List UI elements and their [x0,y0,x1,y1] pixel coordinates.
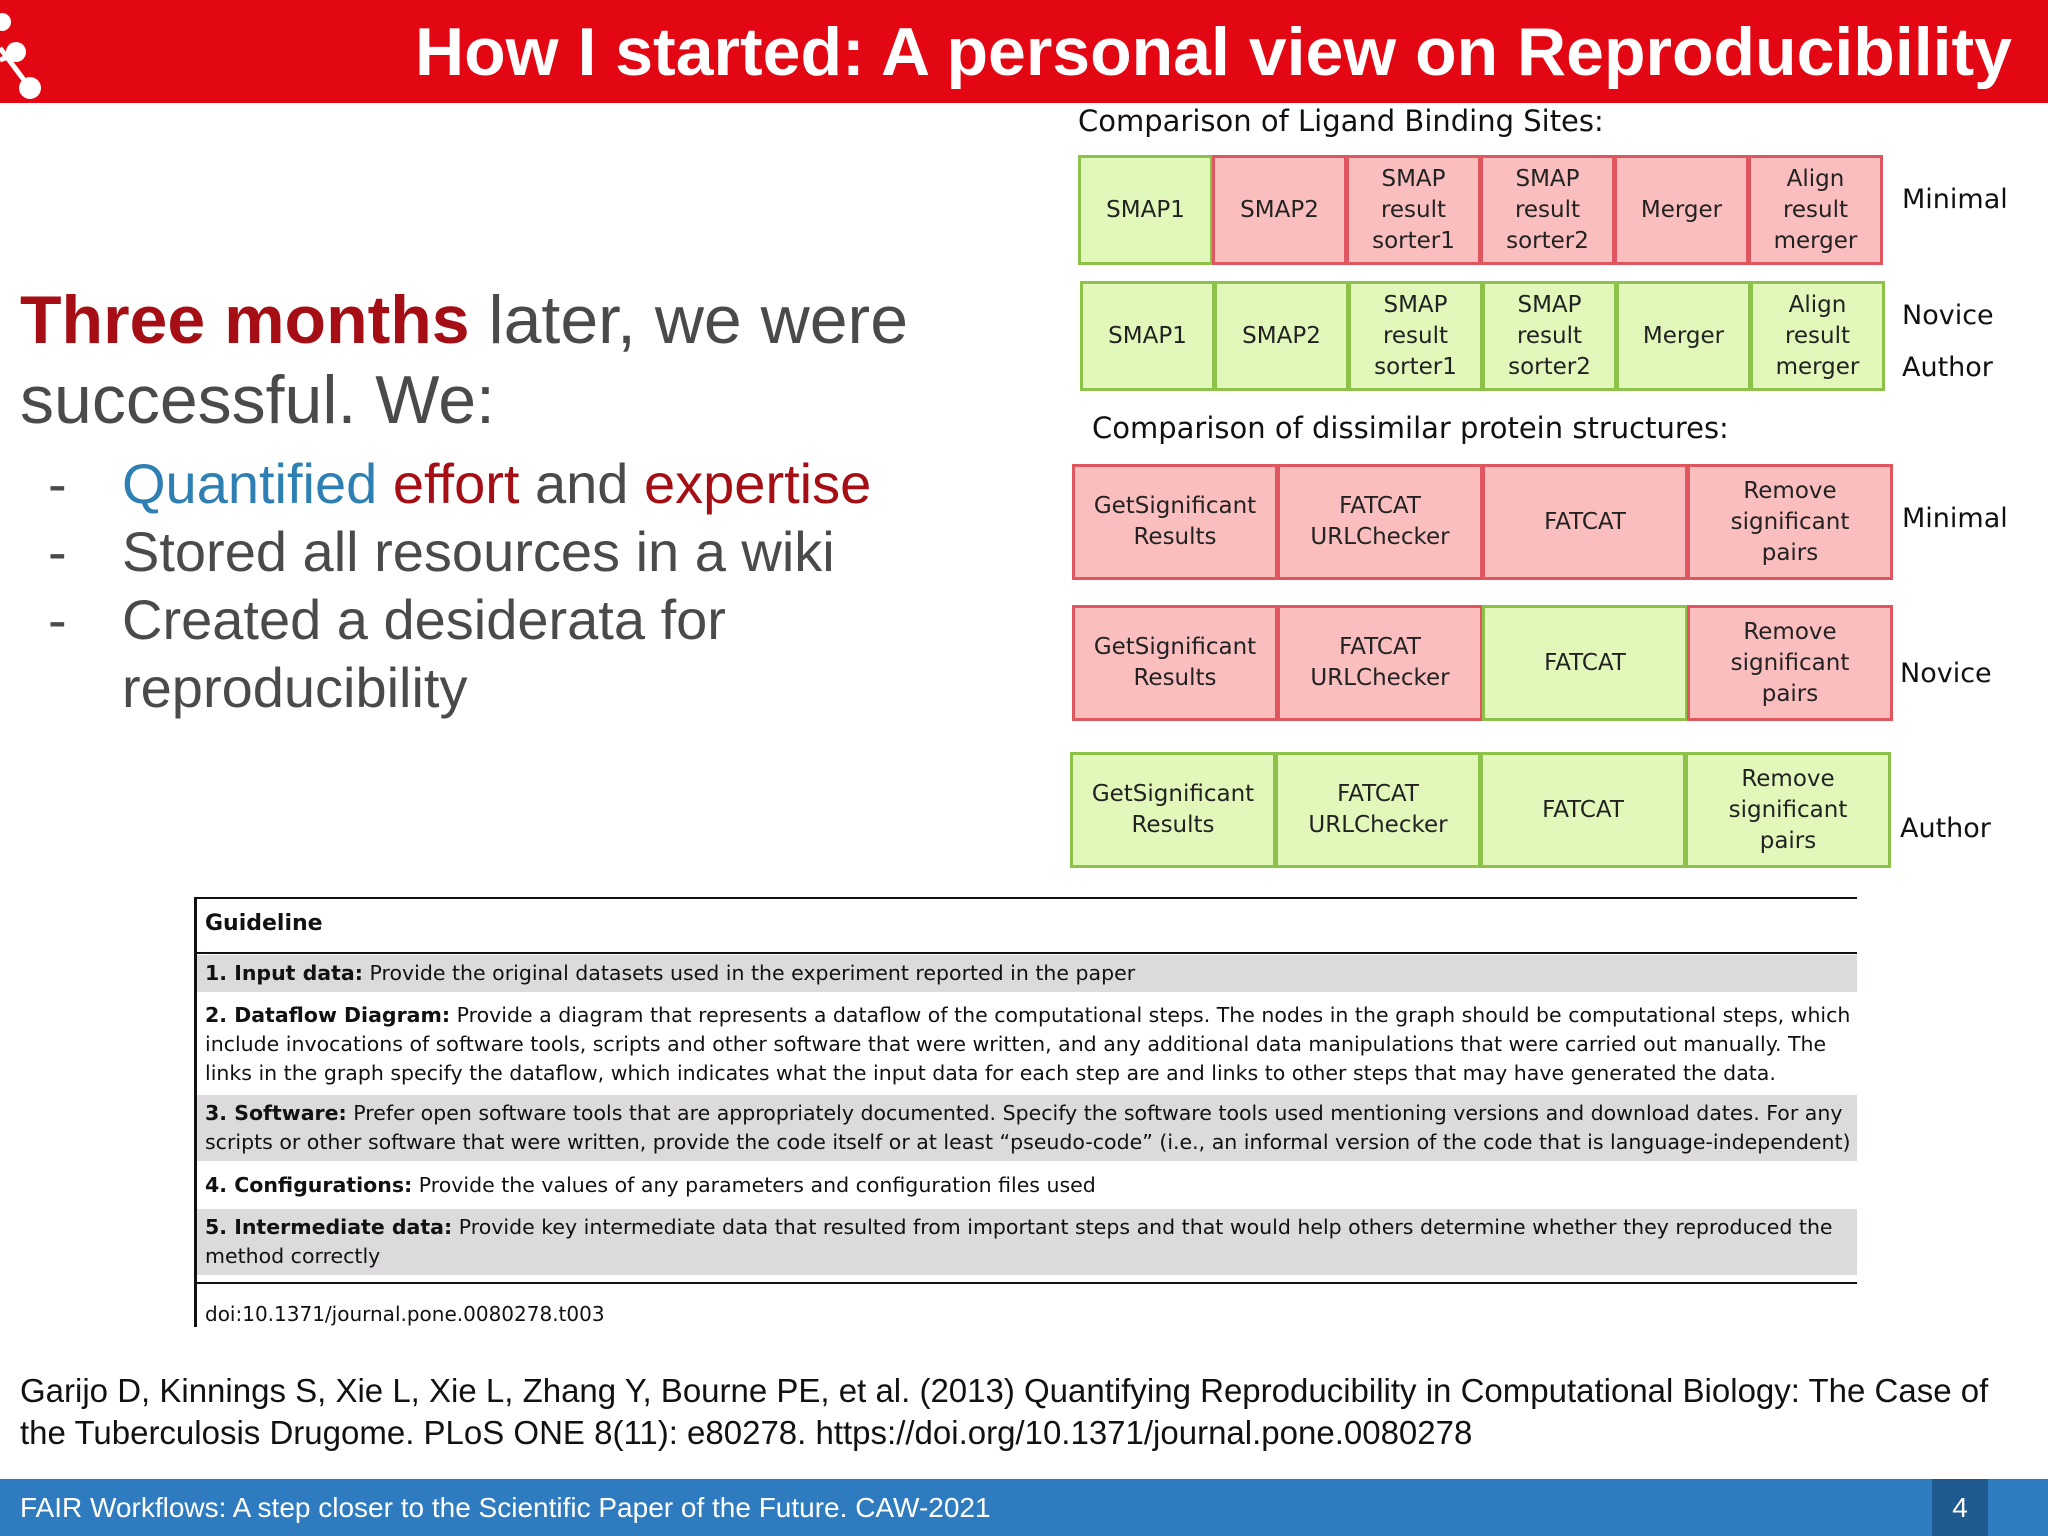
guideline-table [194,897,1857,1327]
guideline-row-title: 5. Intermediate data: [205,1215,453,1239]
guideline-row [197,997,1857,1092]
guideline-row [197,1209,1857,1275]
lead-emphasis: Three months [20,282,470,358]
workflow-step-green: FATCAT [1480,752,1686,868]
guideline-row-body: Provide key intermediate data that resulted from important steps and that would help others determine whether they reproduced the method correctly [205,1215,1833,1268]
workflow-step-green: SMAP2 [1214,281,1349,391]
workflow-row [1073,605,1893,721]
page-number: 4 [1952,1492,1968,1523]
guideline-row [197,1167,1857,1204]
row-label: Minimal [1902,184,2008,215]
workflow-step-green: SMAP result sorter1 [1348,281,1483,391]
workflow-row [1071,752,1891,868]
workflow-row [1073,464,1893,580]
workflow-step-green: FATCAT URLChecker [1275,752,1481,868]
protein-heading: Comparison of dissimilar protein structures: [1092,411,1729,445]
guideline-row [197,955,1857,992]
workflow-step-green: SMAP1 [1078,155,1213,265]
workflow-row [1081,281,1885,391]
workflow-step-red: Align result merger [1748,155,1883,265]
workflow-step-red: GetSignificant Results [1072,605,1278,721]
bullet-dash: - [48,452,67,515]
bullet-part: Quantified [122,452,378,515]
guideline-row-body: Provide the values of any parameters and configuration files used [418,1173,1096,1197]
bullet-part: and [519,452,645,515]
workflow-step-green: FATCAT [1482,605,1688,721]
title-bar [0,0,2048,103]
row-label: Novice [1900,658,1992,689]
table-rule [197,897,1857,899]
bullet-part: effort [377,452,520,515]
lead-rest: later, we were successful. We: [20,282,909,438]
footer-bar [0,1479,2048,1536]
workflow-step-green: SMAP1 [1080,281,1215,391]
bullet-dash: - [48,520,67,583]
workflow-step-green: GetSignificant Results [1070,752,1276,868]
row-label: Minimal [1902,503,2008,534]
guideline-row-title: 3. Software: [205,1101,347,1125]
guideline-row-title: 2. Dataflow Diagram: [205,1003,451,1027]
bullet-text: Created a desiderata for reproducibility [122,588,726,719]
table-doi: doi:10.1371/journal.pone.0080278.t003 [205,1302,605,1326]
workflow-step-red: GetSignificant Results [1072,464,1278,580]
table-rule [197,1282,1857,1284]
page-number-box [1932,1479,1988,1536]
guideline-header: Guideline [205,911,323,936]
bullet-item [48,518,948,586]
bullet-part: expertise [644,452,872,515]
citation-text: Garijo D, Kinnings S, Xie L, Xie L, Zhang Y, Bourne PE, et al. (2013) Quantifying Reproducibility in Computational Biology: The Case of the Tuberculosis Drugome. PLoS ONE 8(11): e80278. https://doi.org/10.1371/journal.pone.0080278 [20,1372,1989,1451]
ligand-heading: Comparison of Ligand Binding Sites: [1078,104,1604,138]
bullet-list [48,450,948,722]
footer-text: FAIR Workflows: A step closer to the Scientific Paper of the Future. CAW-2021 [20,1492,991,1523]
guideline-row-body: Provide the original datasets used in the experiment reported in the paper [369,961,1136,985]
workflow-row [1079,155,1883,265]
workflow-step-red: Merger [1614,155,1749,265]
slide-title: How I started: A personal view on Reproducibility [415,14,2012,90]
row-label: Novice Author [1902,300,1994,383]
lead-text [20,280,940,440]
workflow-step-green: Merger [1616,281,1751,391]
workflow-step-red: FATCAT [1482,464,1688,580]
bullet-text: Stored all resources in a wiki [122,520,835,583]
bullet-dash: - [48,588,67,651]
workflow-step-red: FATCAT URLChecker [1277,464,1483,580]
guideline-row [197,1095,1857,1161]
guideline-row-title: 1. Input data: [205,961,363,985]
row-label: Author [1900,813,1991,844]
bullet-item [48,586,948,722]
workflow-step-red: SMAP result sorter2 [1480,155,1615,265]
table-rule [197,952,1857,954]
workflow-step-red: Remove significant pairs [1687,605,1893,721]
workflow-step-green: Remove significant pairs [1685,752,1891,868]
workflow-step-red: Remove significant pairs [1687,464,1893,580]
network-graph-icon [0,0,70,103]
guideline-row-body: Prefer open software tools that are appropriately documented. Specify the software tools used mentioning versions and download dates. For any scripts or other software that were written, provide the code itself or at least “pseudo-code” (i.e., an informal version of the code that is language-independent) [205,1101,1851,1154]
workflow-step-red: SMAP2 [1212,155,1347,265]
guideline-row-body: Provide a diagram that represents a dataflow of the computational steps. The nodes in the graph should be computational steps, which include invocations of software tools, scripts and other software that were written, and any additional data manipulations that were carried out manually. The links in the graph specify the dataflow, which indicates what the input data for each step are and links to other steps that may have generated the data. [205,1003,1851,1085]
workflow-step-red: SMAP result sorter1 [1346,155,1481,265]
workflow-step-green: SMAP result sorter2 [1482,281,1617,391]
bullet-item [48,450,948,518]
workflow-step-green: Align result merger [1750,281,1885,391]
workflow-step-red: FATCAT URLChecker [1277,605,1483,721]
guideline-row-title: 4. Configurations: [205,1173,413,1197]
